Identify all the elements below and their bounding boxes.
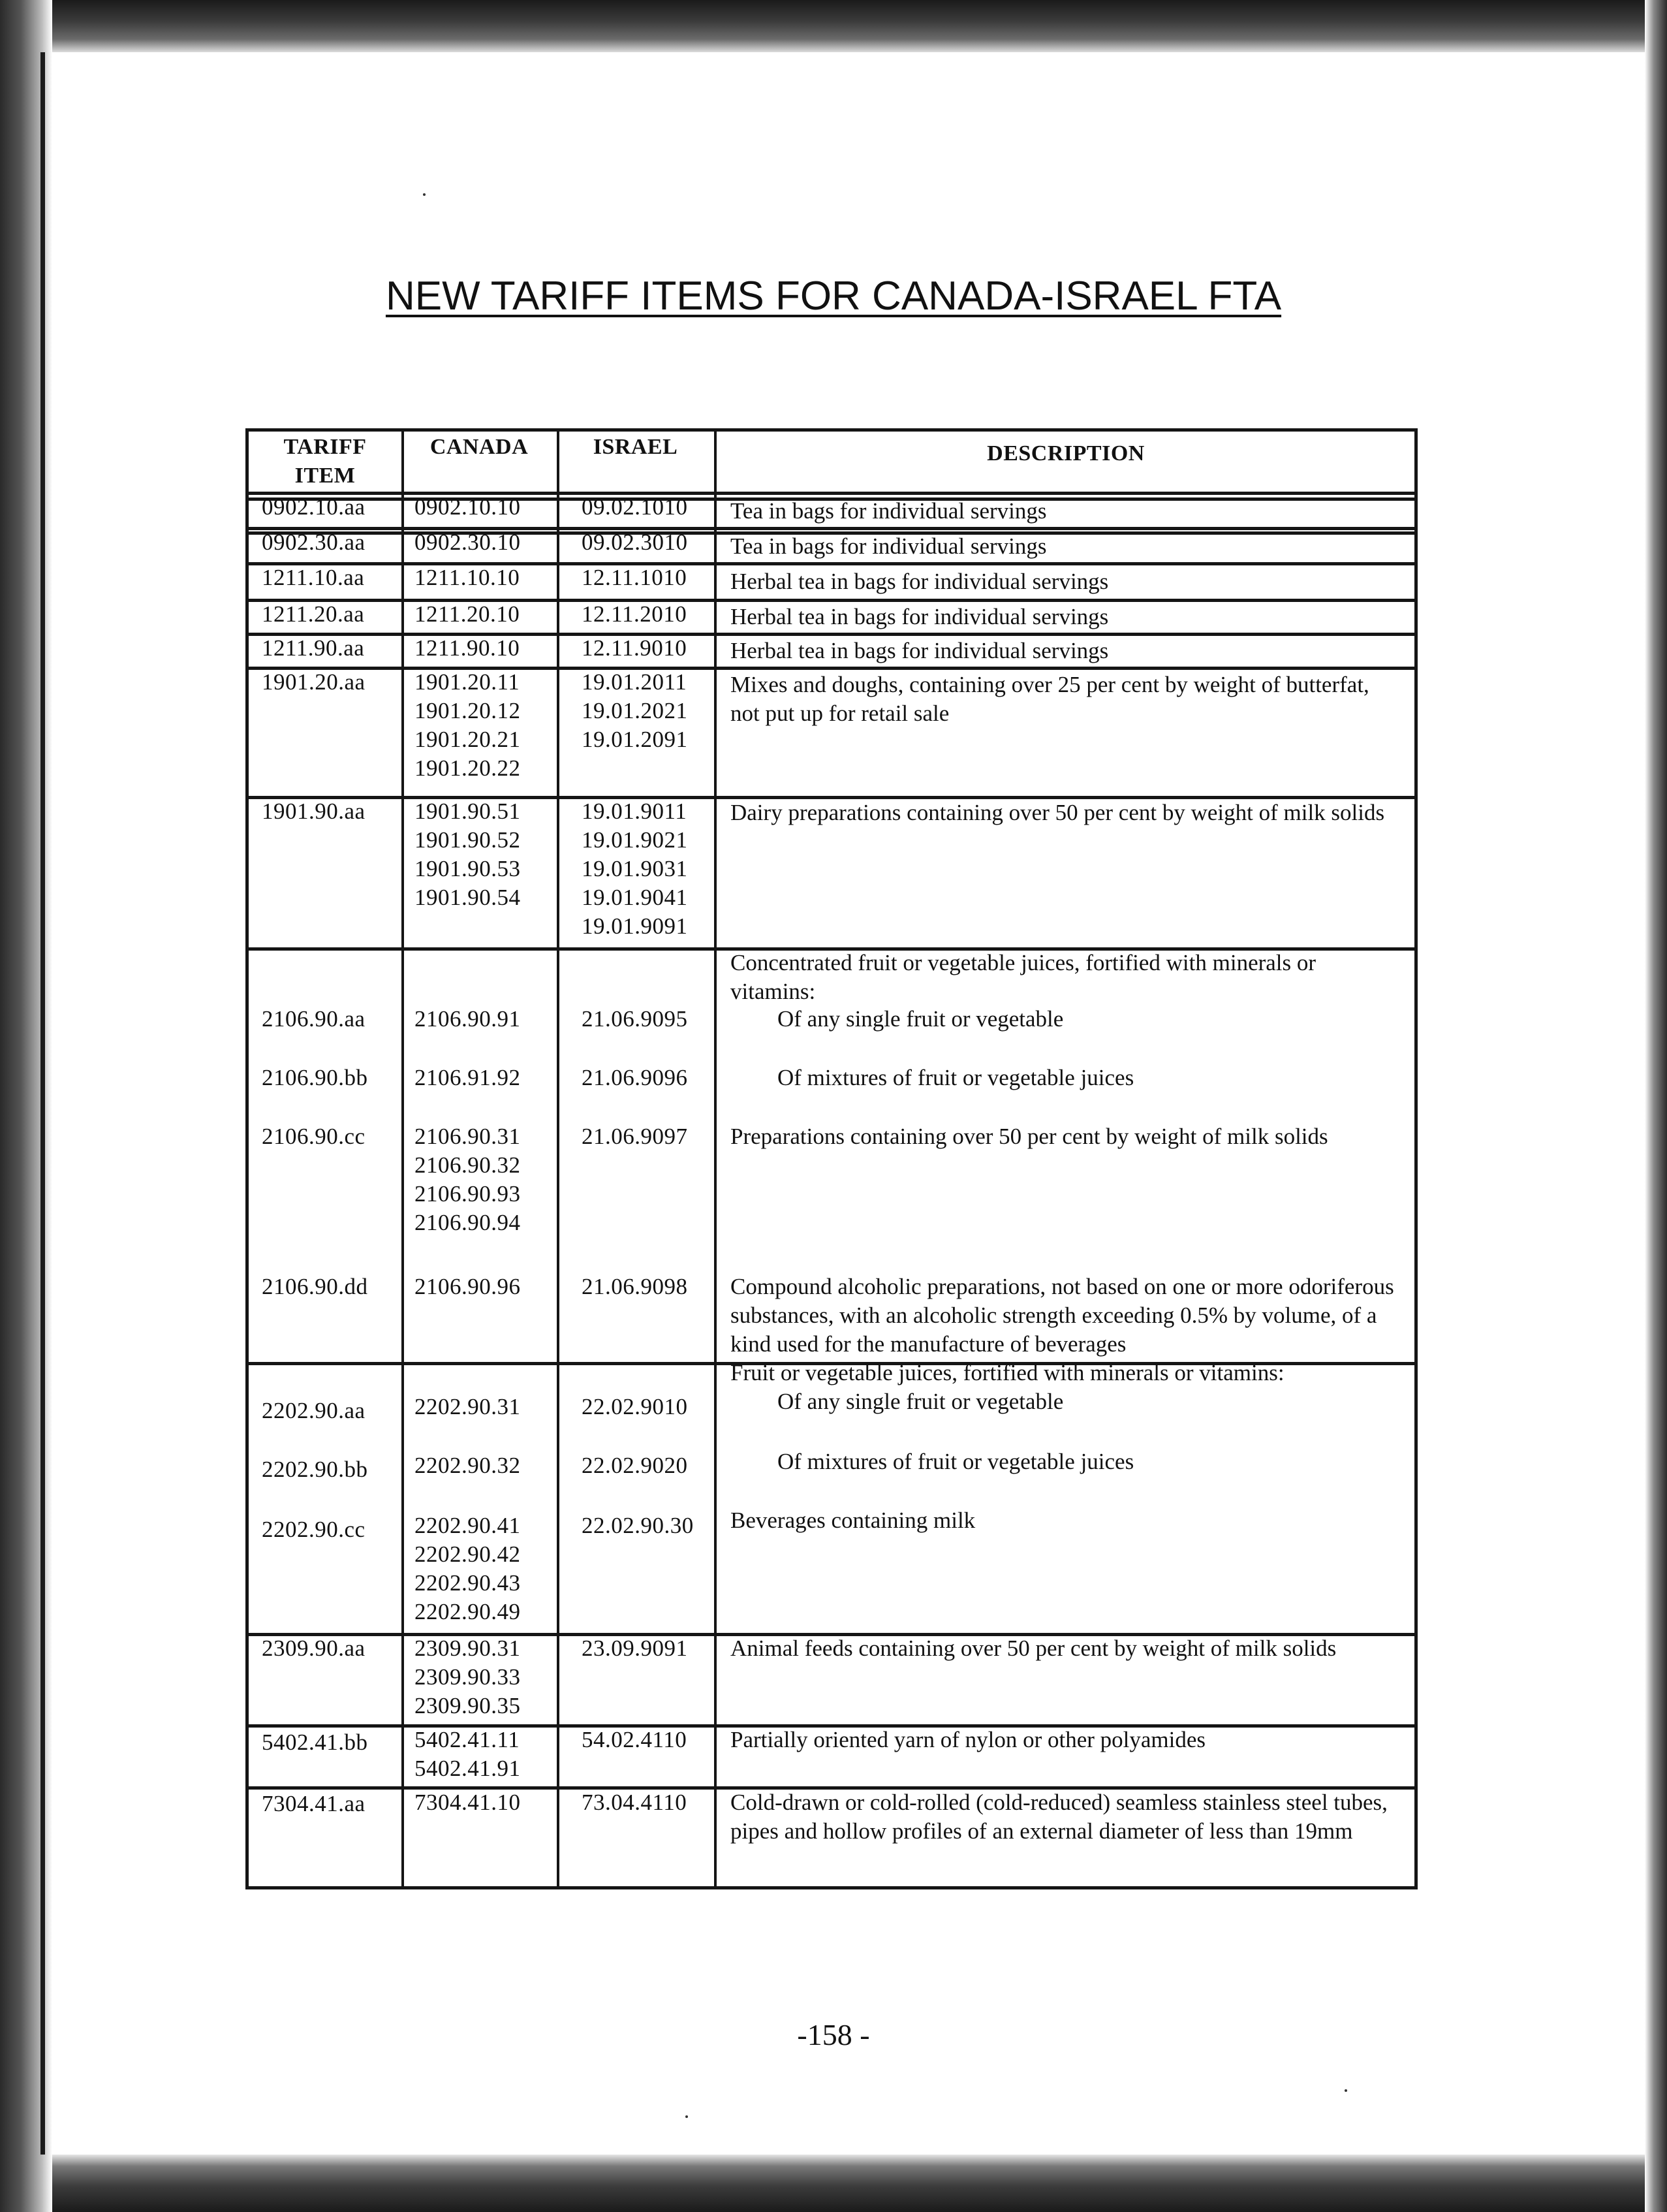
cell-description: Partially oriented yarn of nylon or other polyamides — [730, 1727, 1206, 1752]
column-divider — [401, 432, 404, 1886]
cell-israel: 22.02.9010 — [582, 1394, 688, 1419]
cell-description-group: Concentrated fruit or vegetable juices, fortified with minerals or vitamins: — [730, 950, 1316, 1004]
cell-tariff: 1901.90.aa — [262, 798, 366, 824]
cell-tariff: 5402.41.bb — [262, 1730, 368, 1755]
cell-israel: 73.04.4110 — [582, 1790, 687, 1815]
scan-border-top — [0, 0, 1667, 52]
page-number: -158 - — [797, 2018, 870, 2051]
cell-tariff: 0902.10.aa — [262, 494, 366, 520]
cell-israel: 23.09.9091 — [582, 1635, 688, 1661]
cell-description: Of any single fruit or vegetable — [777, 1389, 1064, 1414]
cell-description: Preparations containing over 50 per cent by weight of milk solids — [730, 1124, 1328, 1149]
cell-description: Dairy preparations containing over 50 per cent by weight of milk solids — [730, 800, 1385, 825]
cell-canada: 2202.90.31 — [414, 1394, 521, 1419]
scan-edge-line — [40, 52, 45, 2155]
cell-canada: 1211.90.10 — [414, 635, 520, 661]
column-divider — [557, 432, 559, 1886]
column-divider — [714, 432, 717, 1886]
header-tariff-line-2: ITEM — [294, 464, 356, 488]
cell-israel: 09.02.3010 — [582, 529, 688, 555]
cell-description: Of mixtures of fruit or vegetable juices — [777, 1065, 1134, 1090]
cell-description: Tea in bags for individual servings — [730, 533, 1047, 559]
scan-speck — [1345, 2089, 1347, 2092]
header-israel: ISRAEL — [593, 435, 678, 459]
scan-speck — [685, 2115, 688, 2118]
cell-canada: 0902.10.10 — [414, 494, 521, 520]
cell-description: Herbal tea in bags for individual servings — [730, 569, 1109, 594]
cell-canada: 0902.30.10 — [414, 529, 521, 555]
cell-canada: 1901.20.11 1901.20.12 1901.20.21 1901.20.22 — [414, 669, 521, 781]
cell-canada: 2106.90.91 — [414, 1006, 521, 1032]
cell-israel: 21.06.9098 — [582, 1274, 688, 1299]
cell-israel: 12.11.9010 — [582, 635, 687, 661]
cell-israel: 21.06.9095 — [582, 1006, 688, 1032]
cell-canada: 1211.20.10 — [414, 601, 520, 627]
cell-canada: 7304.41.10 — [414, 1790, 521, 1815]
cell-description: Tea in bags for individual servings — [730, 498, 1047, 524]
cell-tariff: 2106.90.dd — [262, 1274, 368, 1299]
cell-israel: 21.06.9097 — [582, 1124, 688, 1149]
cell-tariff: 7304.41.aa — [262, 1791, 366, 1816]
cell-description: Mixes and doughs, containing over 25 per cent by weight of butterfat, not put up for retail sale — [730, 672, 1369, 726]
cell-israel: 09.02.1010 — [582, 494, 688, 520]
cell-description: Beverages containing milk — [730, 1508, 976, 1533]
cell-canada: 2309.90.31 2309.90.33 2309.90.35 — [414, 1635, 521, 1718]
cell-tariff: 2106.90.bb — [262, 1065, 368, 1090]
cell-description: Herbal tea in bags for individual servings — [730, 604, 1109, 629]
cell-tariff: 2106.90.aa — [262, 1006, 366, 1032]
header-canada: CANADA — [429, 435, 529, 459]
cell-canada: 1901.90.51 1901.90.52 1901.90.53 1901.90.54 — [414, 798, 521, 910]
cell-description-group: Fruit or vegetable juices, fortified with minerals or vitamins: — [730, 1360, 1285, 1385]
cell-description: Cold-drawn or cold-rolled (cold-reduced) seamless stainless steel tubes, pipes and hollow profiles of an external diameter of less than 19mm — [730, 1790, 1388, 1844]
scan-speck — [423, 193, 426, 196]
cell-tariff: 1211.90.aa — [262, 635, 365, 661]
cell-description: Compound alcoholic preparations, not based on one or more odoriferous substances, with an alcoholic strength exceeding 0.5% by volume, of a kind used for the manufacture of beverages — [730, 1274, 1394, 1357]
cell-canada: 2202.90.41 2202.90.42 2202.90.43 2202.90.49 — [414, 1513, 521, 1624]
header-tariff-line-1: TARIFF — [283, 435, 367, 459]
cell-canada: 2106.91.92 — [414, 1065, 521, 1090]
document-title: NEW TARIFF ITEMS FOR CANADA-ISRAEL FTA — [385, 274, 1282, 319]
cell-tariff: 2202.90.bb — [262, 1457, 368, 1482]
cell-description: Herbal tea in bags for individual servings — [730, 638, 1109, 663]
cell-description: Animal feeds containing over 50 per cent by weight of milk solids — [730, 1635, 1337, 1661]
cell-israel: 22.02.90.30 — [582, 1513, 694, 1538]
cell-description: Of mixtures of fruit or vegetable juices — [777, 1449, 1134, 1474]
cell-tariff: 2202.90.cc — [262, 1517, 366, 1542]
tariff-table — [245, 428, 1418, 1889]
cell-canada: 5402.41.11 5402.41.91 — [414, 1727, 521, 1781]
cell-israel: 12.11.1010 — [582, 565, 687, 590]
cell-tariff: 0902.30.aa — [262, 529, 366, 555]
header-description: DESCRIPTION — [987, 441, 1145, 466]
scan-border-bottom — [0, 2155, 1667, 2212]
cell-tariff: 2106.90.cc — [262, 1124, 366, 1149]
cell-canada: 1211.10.10 — [414, 565, 520, 590]
cell-canada: 2202.90.32 — [414, 1453, 521, 1478]
cell-tariff: 2202.90.aa — [262, 1398, 366, 1423]
header-tariff-item — [249, 433, 401, 490]
cell-description: Of any single fruit or vegetable — [777, 1006, 1064, 1032]
cell-tariff: 1211.10.aa — [262, 565, 365, 590]
cell-canada: 2106.90.31 2106.90.32 2106.90.93 2106.90.94 — [414, 1124, 521, 1235]
cell-israel: 19.01.9011 19.01.9021 19.01.9031 19.01.9041 19.01.9091 — [582, 798, 688, 939]
cell-tariff: 2309.90.aa — [262, 1635, 366, 1661]
cell-tariff: 1901.20.aa — [262, 669, 366, 695]
scan-border-right — [1645, 0, 1667, 2212]
cell-israel: 19.01.2011 19.01.2021 19.01.2091 — [582, 669, 688, 752]
cell-tariff: 1211.20.aa — [262, 601, 365, 627]
cell-israel: 12.11.2010 — [582, 601, 687, 627]
cell-israel: 21.06.9096 — [582, 1065, 688, 1090]
cell-israel: 22.02.9020 — [582, 1453, 688, 1478]
cell-canada: 2106.90.96 — [414, 1274, 521, 1299]
cell-israel: 54.02.4110 — [582, 1727, 687, 1752]
